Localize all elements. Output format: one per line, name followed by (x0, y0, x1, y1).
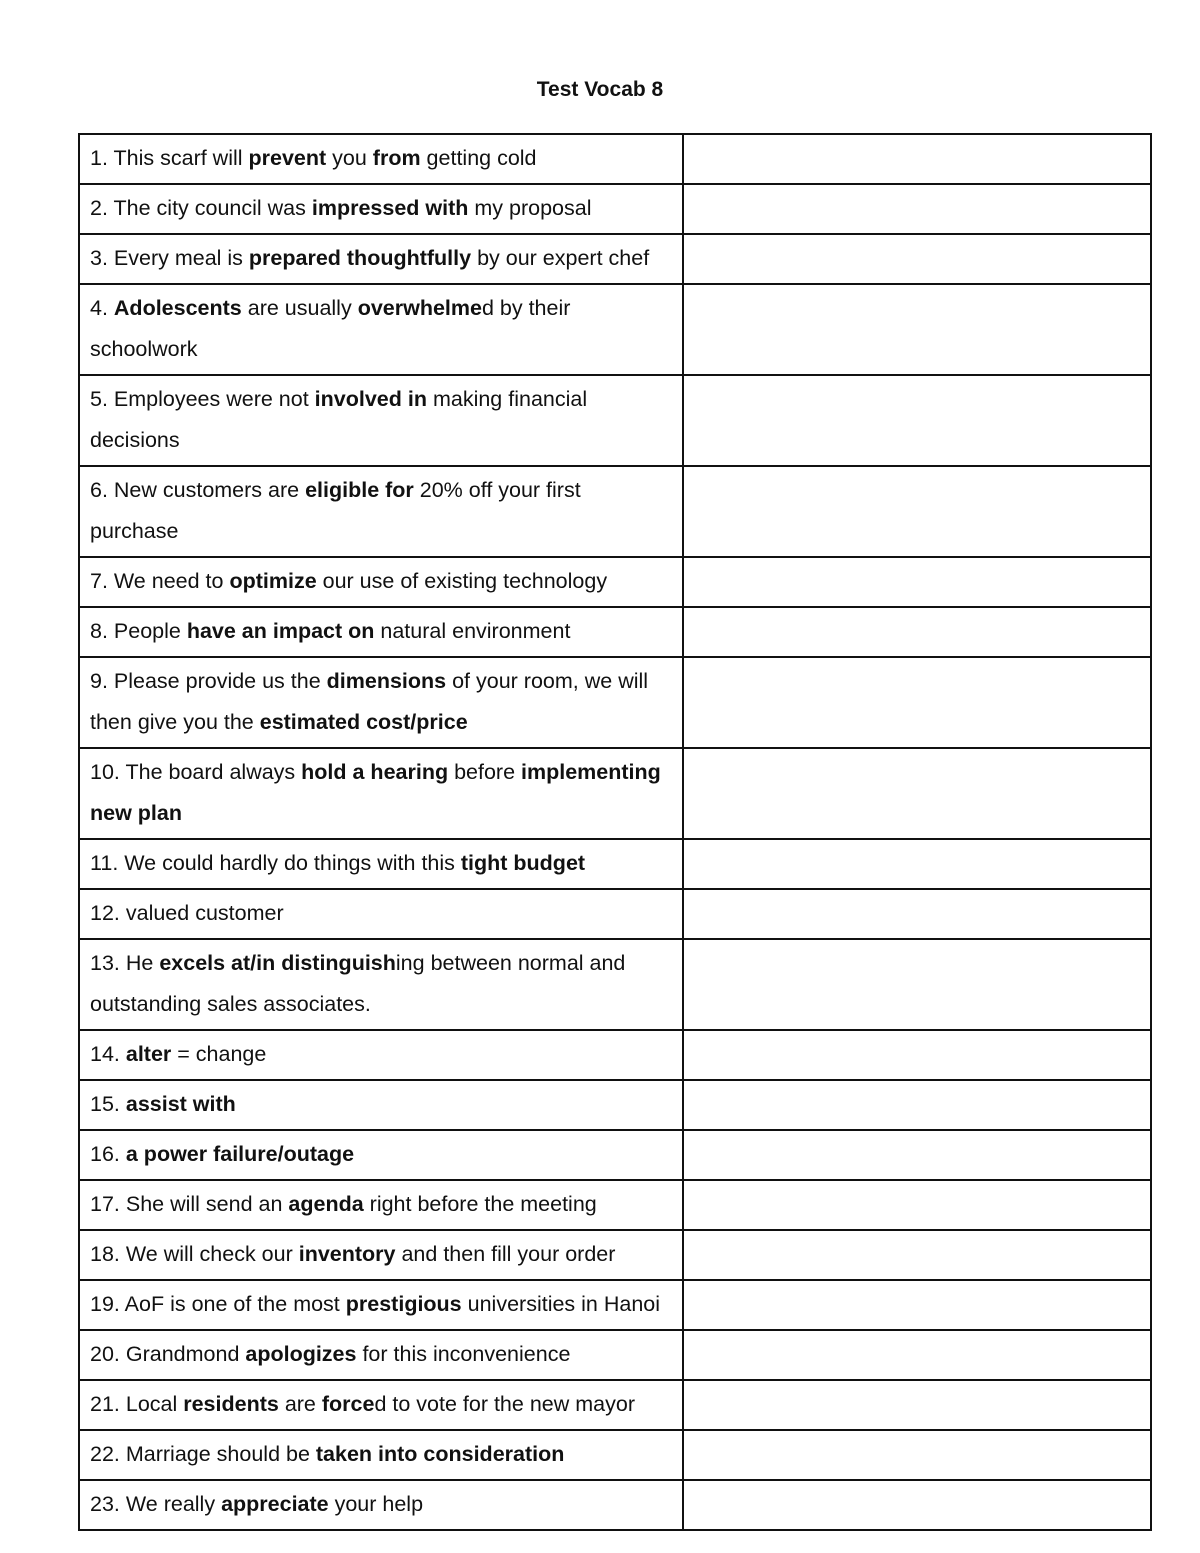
answer-cell[interactable] (683, 939, 1151, 1030)
sentence-text: 6. New customers are (90, 478, 306, 502)
vocab-term: Adolescents (113, 296, 242, 320)
table-row (79, 557, 1151, 607)
vocab-term: prestigious (345, 1292, 462, 1316)
vocab-term: agenda (288, 1192, 364, 1216)
table-row (79, 839, 1151, 889)
sentence-text: of your room, we will then give you the (90, 669, 649, 734)
question-cell (79, 748, 683, 839)
question-cell (79, 466, 683, 557)
vocab-term: appreciate (221, 1492, 329, 1516)
answer-cell[interactable] (683, 1430, 1151, 1480)
answer-cell[interactable] (683, 466, 1151, 557)
table-row (79, 466, 1151, 557)
question-text (90, 1392, 635, 1416)
sentence-text: my proposal (468, 196, 592, 220)
answer-cell[interactable] (683, 839, 1151, 889)
sentence-text: 2. The city council was (90, 196, 312, 220)
sentence-text: before (448, 760, 522, 784)
answer-cell[interactable] (683, 375, 1151, 466)
sentence-text: 14. (90, 1042, 126, 1066)
question-cell (79, 657, 683, 748)
table-row (79, 1280, 1151, 1330)
table-row (79, 889, 1151, 939)
question-cell (79, 1130, 683, 1180)
sentence-text: our use of existing technology (316, 569, 608, 593)
vocab-term: have an impact on (186, 619, 375, 643)
vocab-term: dimensions (326, 669, 447, 693)
question-text (90, 1142, 354, 1166)
question-cell (79, 939, 683, 1030)
page-title: Test Vocab 8 (536, 78, 664, 101)
sentence-text: d by their schoolwork (90, 296, 571, 361)
answer-cell[interactable] (683, 1480, 1151, 1530)
question-cell (79, 1380, 683, 1430)
question-text (90, 146, 537, 170)
answer-cell[interactable] (683, 134, 1151, 184)
answer-cell[interactable] (683, 1080, 1151, 1130)
sentence-text: 15. (90, 1092, 126, 1116)
table-row (79, 1330, 1151, 1380)
vocab-term: tight budget (460, 851, 586, 875)
question-cell (79, 1330, 683, 1380)
table-row (79, 1180, 1151, 1230)
answer-cell[interactable] (683, 1030, 1151, 1080)
sentence-text: 17. She will send an (90, 1192, 289, 1216)
sentence-text: your help (328, 1492, 424, 1516)
answer-cell[interactable] (683, 1130, 1151, 1180)
answer-cell[interactable] (683, 1230, 1151, 1280)
table-row (79, 134, 1151, 184)
sentence-text: = change (171, 1042, 267, 1066)
question-text (90, 478, 581, 543)
vocab-term: optimize (229, 569, 317, 593)
sentence-text: ing between normal and outstanding sales associates. (90, 951, 626, 1016)
question-cell (79, 234, 683, 284)
sentence-text: 9. Please provide us the (90, 669, 327, 693)
sentence-text: 11. We could hardly do things with this (90, 851, 461, 875)
question-text (90, 760, 661, 825)
question-cell (79, 1080, 683, 1130)
sentence-text: getting cold (420, 146, 537, 170)
sentence-text: 1. This scarf will (90, 146, 249, 170)
answer-cell[interactable] (683, 889, 1151, 939)
sentence-text: 20% off your first purchase (90, 478, 581, 543)
sentence-text: 13. He (90, 951, 160, 975)
question-text (90, 1442, 564, 1466)
sentence-text: 22. Marriage should be (90, 1442, 316, 1466)
sentence-text: 12. valued customer (90, 901, 284, 925)
sentence-text: 8. People (90, 619, 187, 643)
sentence-text: 19. AoF is one of the most (90, 1292, 346, 1316)
question-text (90, 951, 625, 1016)
sentence-text: 4. (90, 296, 114, 320)
vocab-term: estimated cost/price (259, 710, 468, 734)
question-cell (79, 889, 683, 939)
table-row (79, 1030, 1151, 1080)
answer-cell[interactable] (683, 1180, 1151, 1230)
sentence-text: 20. Grandmond (90, 1342, 246, 1366)
sentence-text: natural environment (374, 619, 571, 643)
vocab-term: alter (125, 1042, 172, 1066)
answer-cell[interactable] (683, 284, 1151, 375)
sentence-text: 7. We need to (90, 569, 230, 593)
vocab-term: residents (183, 1392, 279, 1416)
answer-cell[interactable] (683, 1280, 1151, 1330)
answer-cell[interactable] (683, 557, 1151, 607)
vocab-term: eligible for (305, 478, 414, 502)
question-text (90, 619, 570, 643)
table-row (79, 939, 1151, 1030)
vocab-term: inventory (298, 1242, 396, 1266)
table-row (79, 657, 1151, 748)
question-text (90, 196, 591, 220)
question-cell (79, 1030, 683, 1080)
question-cell (79, 375, 683, 466)
sentence-text: are usually (241, 296, 358, 320)
question-text (90, 246, 649, 270)
table-row (79, 1230, 1151, 1280)
table-row (79, 1080, 1151, 1130)
sentence-text: 10. The board always (90, 760, 302, 784)
question-cell (79, 1430, 683, 1480)
sentence-text: 5. Employees were not (90, 387, 315, 411)
sentence-text: and then fill your order (395, 1242, 616, 1266)
answer-cell[interactable] (683, 607, 1151, 657)
vocab-term: hold a hearing (301, 760, 449, 784)
table-row (79, 748, 1151, 839)
question-text (90, 296, 570, 361)
question-cell (79, 1480, 683, 1530)
question-cell (79, 1230, 683, 1280)
question-text (90, 1342, 570, 1366)
question-cell (79, 557, 683, 607)
question-text (90, 387, 587, 452)
table-row (79, 284, 1151, 375)
vocab-term: implementing new plan (90, 760, 661, 825)
vocab-term: apologizes (245, 1342, 357, 1366)
answer-cell[interactable] (683, 748, 1151, 839)
table-row (79, 234, 1151, 284)
question-text (90, 851, 585, 875)
question-cell (79, 1280, 683, 1330)
table-row (79, 184, 1151, 234)
vocab-term: involved in (314, 387, 427, 411)
table-row (79, 1130, 1151, 1180)
sentence-text: 23. We really (90, 1492, 222, 1516)
question-text (90, 1492, 423, 1516)
question-cell (79, 284, 683, 375)
sentence-text: you (326, 146, 373, 170)
sentence-text: are (278, 1392, 322, 1416)
question-text (90, 1242, 615, 1266)
vocab-term: assist with (125, 1092, 236, 1116)
answer-cell[interactable] (683, 1330, 1151, 1380)
table-row (79, 1430, 1151, 1480)
question-text (90, 1292, 660, 1316)
question-text (90, 1192, 597, 1216)
question-text (90, 901, 284, 925)
vocab-term: force (321, 1392, 375, 1416)
vocab-term: taken into consideration (315, 1442, 565, 1466)
sentence-text: for this inconvenience (356, 1342, 571, 1366)
vocab-term: from (372, 146, 421, 170)
sentence-text: d to vote for the new mayor (374, 1392, 635, 1416)
answer-cell[interactable] (683, 234, 1151, 284)
table-row (79, 1480, 1151, 1530)
vocab-term: prepared thoughtfully (248, 246, 472, 270)
answer-cell[interactable] (683, 1380, 1151, 1430)
sentence-text: 3. Every meal is (90, 246, 249, 270)
vocab-term: impressed with (311, 196, 469, 220)
vocab-term: prevent (248, 146, 327, 170)
question-text (90, 1092, 236, 1116)
question-text (90, 1042, 266, 1066)
table-row (79, 607, 1151, 657)
question-cell (79, 1180, 683, 1230)
table-row (79, 1380, 1151, 1430)
question-text (90, 669, 648, 734)
question-cell (79, 134, 683, 184)
sentence-text: making financial decisions (90, 387, 588, 452)
sentence-text: universities in Hanoi (461, 1292, 661, 1316)
sentence-text: by our expert chef (471, 246, 650, 270)
sentence-text: right before the meeting (363, 1192, 597, 1216)
question-cell (79, 839, 683, 889)
vocab-term: a power failure/outage (125, 1142, 355, 1166)
table-row (79, 375, 1151, 466)
sentence-text: 16. (90, 1142, 126, 1166)
vocab-table (78, 133, 1152, 1531)
vocab-term: overwhelme (357, 296, 482, 320)
sentence-text: 21. Local (90, 1392, 184, 1416)
question-cell (79, 184, 683, 234)
question-text (90, 569, 607, 593)
answer-cell[interactable] (683, 184, 1151, 234)
question-cell (79, 607, 683, 657)
vocab-term: excels at/in distinguish (159, 951, 396, 975)
answer-cell[interactable] (683, 657, 1151, 748)
sentence-text: 18. We will check our (90, 1242, 299, 1266)
